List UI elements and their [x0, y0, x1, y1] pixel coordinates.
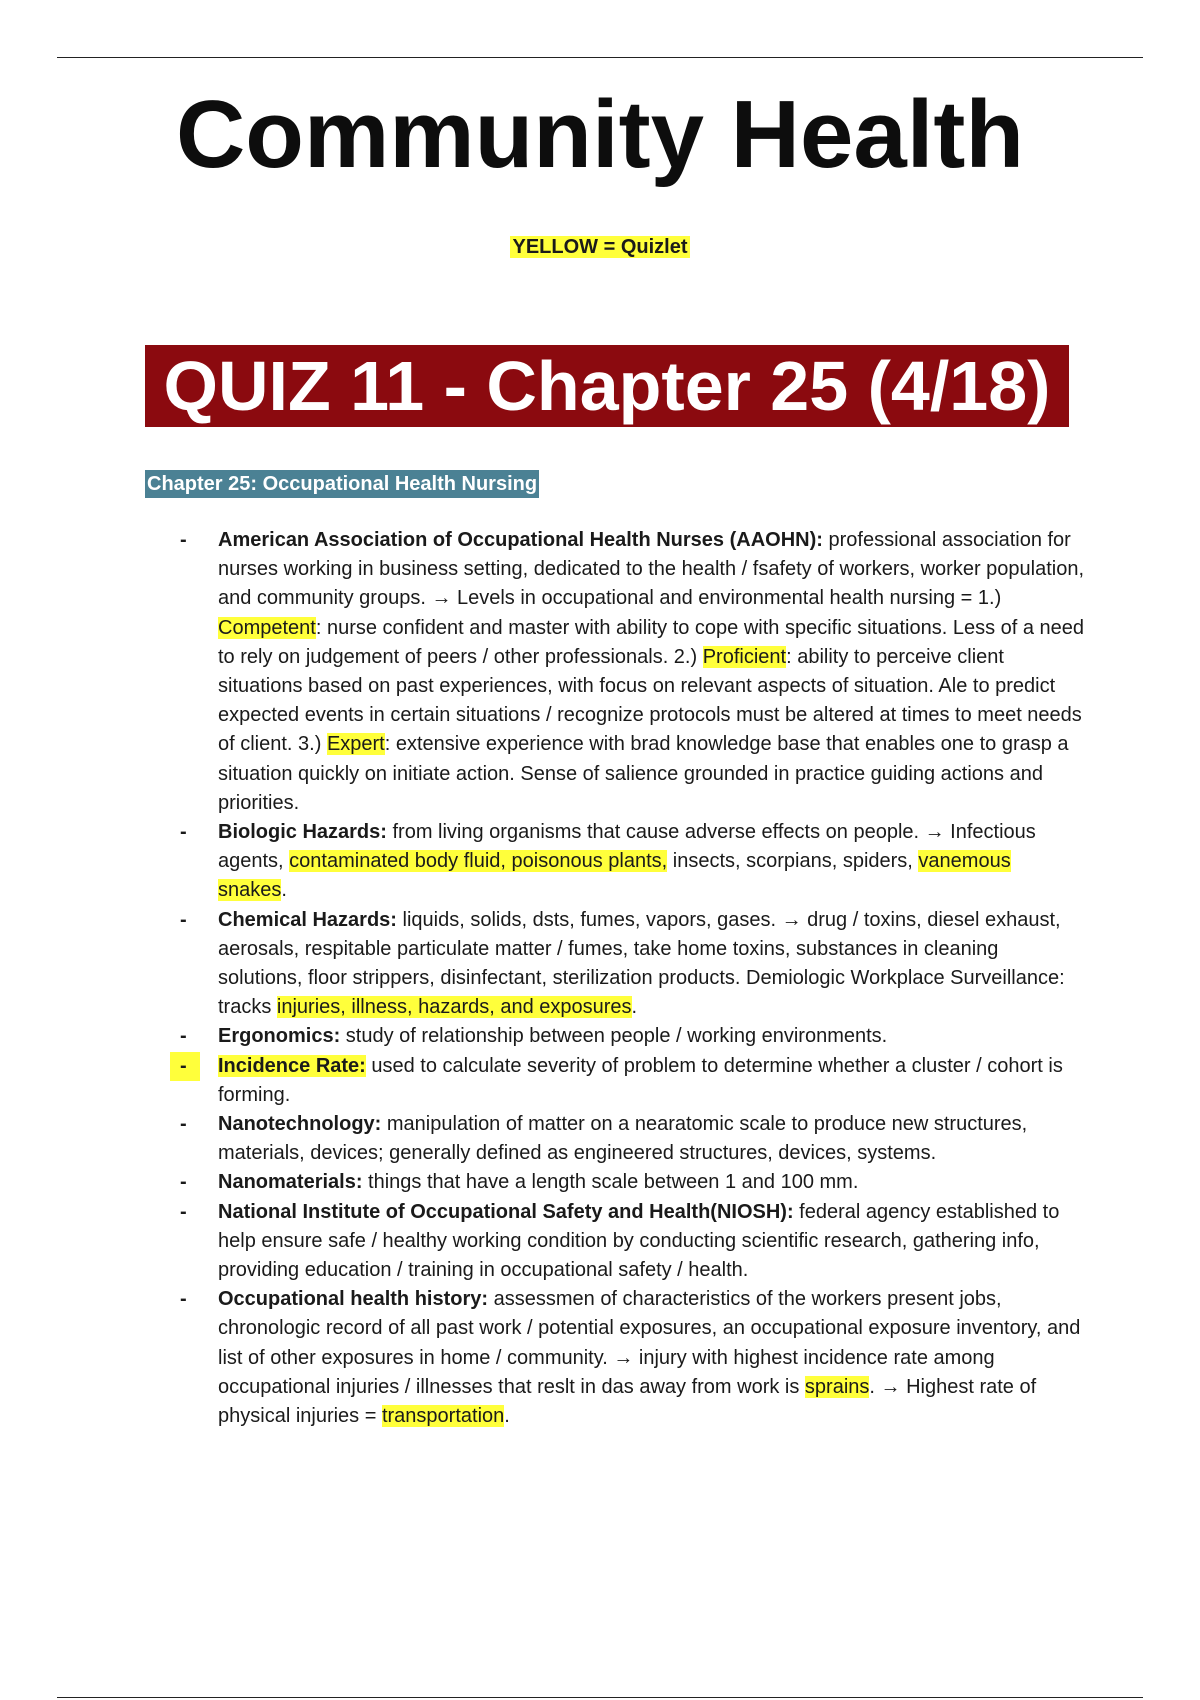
- definition-text: .: [504, 1405, 510, 1428]
- term-item: [180, 1052, 1085, 1110]
- definition-text: .: [631, 996, 638, 1019]
- highlighted-text: Competent: [218, 616, 316, 639]
- definition-text: : extensive experience with brad knowledge base that enables one to grasp a situation quickly on initiate action. Sense of salience grounded in practice guiding actions and priorities.: [218, 733, 1069, 814]
- bullet-dash: -: [180, 1288, 187, 1311]
- bullet-dash: -: [170, 1052, 200, 1081]
- term-name: Biologic Hazards:: [218, 821, 387, 844]
- term-item: [180, 1110, 1085, 1168]
- term-item: [180, 818, 1085, 906]
- definition-text: manipulation of matter on a nearatomic scale to produce new structures, materials, devices; generally defined as engineered structures, devices, systems.: [218, 1113, 1028, 1165]
- definition-text: insects, scorpians, spiders,: [667, 850, 919, 873]
- term-name: Chemical Hazards:: [218, 908, 397, 931]
- term-name: Nanotechnology:: [218, 1113, 382, 1136]
- term-name: Ergonomics:: [218, 1025, 341, 1048]
- definition-text: used to calculate severity of problem to determine whether a cluster / cohort is forming.: [218, 1054, 1063, 1106]
- highlight-legend: [0, 234, 1200, 260]
- bullet-dash: -: [180, 908, 187, 931]
- term-name: American Association of Occupational Health Nurses (AAOHN):: [218, 529, 823, 551]
- definition-text: study of relationship between people / working environments.: [340, 1025, 888, 1048]
- top-rule: [57, 57, 1143, 58]
- definition-text: : ability to perceive client situations based on past experiences, with focus on relevant aspects of situation. Ale to predict expected events in certain situations / recognize protocols must be altered at times to meet needs of client. 3.): [218, 645, 1082, 756]
- bullet-dash: -: [180, 1113, 187, 1136]
- bullet-dash: -: [180, 1171, 187, 1194]
- chapter-heading: Chapter 25: Occupational Health Nursing: [145, 470, 539, 498]
- highlighted-text: vanemous snakes: [218, 850, 1011, 902]
- bottom-rule: [57, 1697, 1143, 1698]
- term-item: [180, 1285, 1085, 1431]
- term-item: [180, 1022, 1085, 1051]
- term-item: [180, 906, 1085, 1023]
- highlighted-text: Expert: [326, 733, 385, 756]
- legend-text: YELLOW = Quizlet: [512, 236, 688, 258]
- bullet-dash: -: [180, 821, 187, 844]
- bullet-dash: -: [180, 529, 187, 551]
- definition-text: : nurse confident and master with ability to cope with specific situations. Less of a need to rely on judgement of peers / other professionals. 2.): [218, 616, 1085, 668]
- term-item: [180, 526, 1085, 818]
- highlighted-text: contaminated body fluid, poisonous plants,: [289, 850, 668, 873]
- definition-text: assessmen of characteristics of the workers present jobs, chronologic record of all past work / potential exposures, an occupational exposure inventory, and list of other exposures in home / community. → injury with highest incidence rate among occupational injuries / illnesses that reslt in das away from work is: [218, 1288, 1081, 1398]
- term-name: National Institute of Occupational Safety and Health(NIOSH):: [218, 1200, 794, 1223]
- highlighted-text: injuries, illness, hazards, and exposures: [276, 996, 632, 1019]
- definition-text: . → Highest rate of physical injuries =: [218, 1375, 1037, 1428]
- term-name: Occupational health history:: [218, 1288, 489, 1311]
- term-item: [180, 1198, 1085, 1286]
- highlighted-text: Proficient: [702, 645, 787, 668]
- definition-text: things that have a length scale between 1 and 100 mm.: [362, 1171, 859, 1194]
- term-item: [180, 1168, 1085, 1197]
- definition-text: federal agency established to help ensure safe / healthy working condition by conducting scientific research, gathering info, providing education / training in occupational safety / health.: [218, 1200, 1060, 1282]
- definition-text: professional association for nurses working in business setting, dedicated to the health / fsafety of workers, worker population, and community groups. → Levels in occupational and environmental health nursing = 1.): [218, 529, 1085, 610]
- highlighted-text: sprains: [804, 1375, 870, 1398]
- document-title: Community Health: [175, 81, 1025, 188]
- definition-text: .: [281, 879, 287, 902]
- definition-text: liquids, solids, dsts, fumes, vapors, gases. → drug / toxins, diesel exhaust, aerosals, respitable particulate matter / fumes, take home toxins, substances in cleaning solutions, floor strippers, disinfectant, sterilization products. Demiologic Workplace Surveillance: tracks: [218, 908, 1065, 1019]
- term-name: Incidence Rate:: [218, 1054, 366, 1077]
- term-name: Nanomaterials:: [218, 1171, 363, 1194]
- quiz-banner: QUIZ 11 - Chapter 25 (4/18): [145, 345, 1069, 427]
- definition-text: from living organisms that cause adverse effects on people. → Infectious agents,: [218, 821, 1036, 873]
- term-list: [180, 526, 1085, 1431]
- bullet-dash: -: [180, 1025, 187, 1048]
- highlighted-text: transportation: [381, 1405, 505, 1428]
- bullet-dash: -: [180, 1200, 187, 1223]
